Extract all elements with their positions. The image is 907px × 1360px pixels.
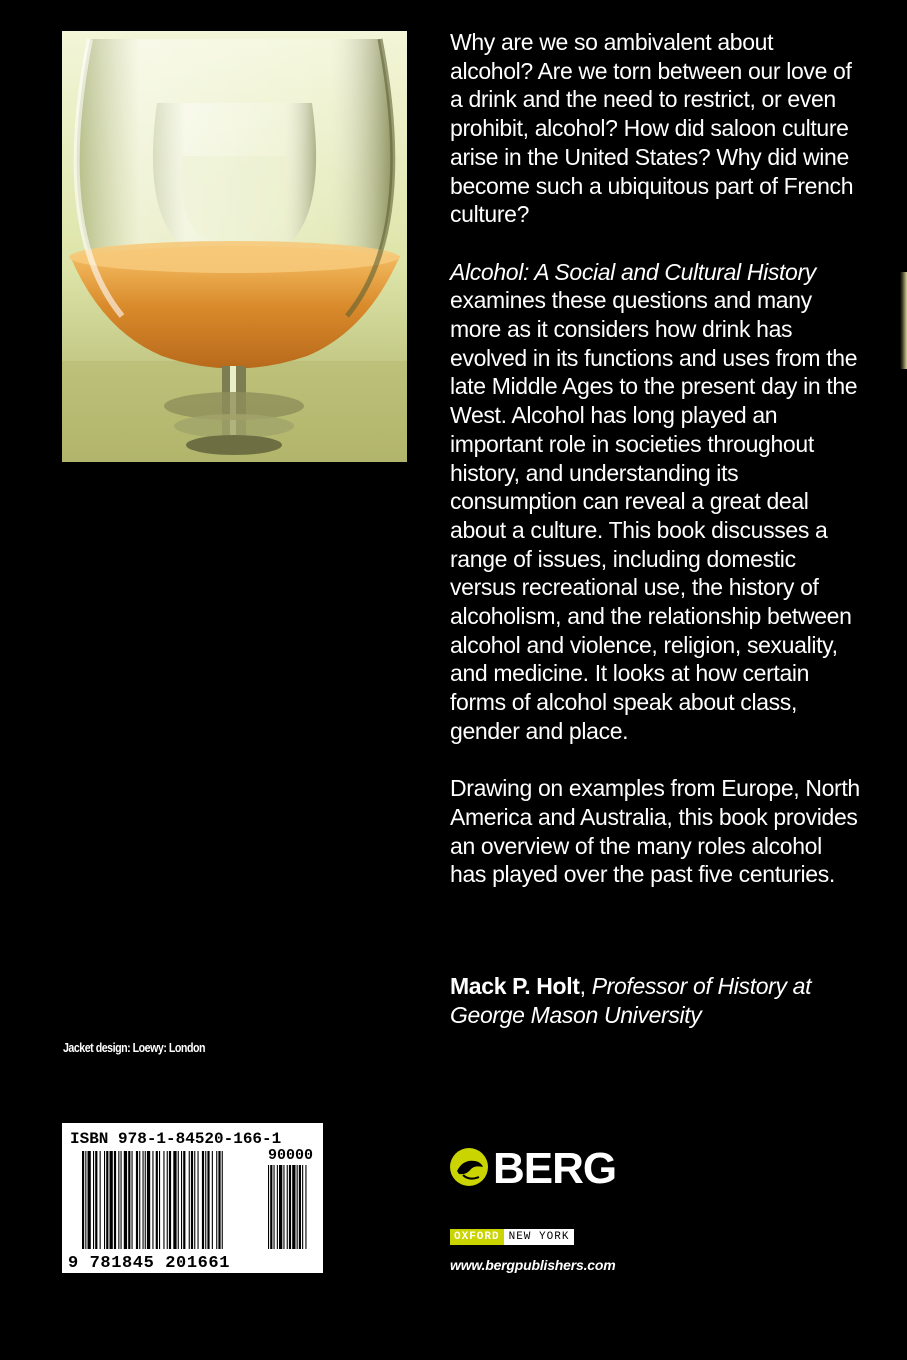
- blurb-paragraph-1: Why are we so ambivalent about alcohol? Are we torn between our love of a drink and the need to restrict, or even prohibit, alcohol? How did saloon culture arise in the United States? Why did wine become such a ubiquitous part of French culture?: [450, 29, 854, 228]
- barcode-addon-bar: [270, 1165, 272, 1249]
- barcode-addon-bar: [283, 1165, 284, 1249]
- blurb-paragraph-2: [450, 258, 860, 746]
- barcode-bar: [207, 1151, 209, 1249]
- barcode-bar: [181, 1151, 182, 1249]
- barcode-addon-bar: [287, 1165, 288, 1249]
- barcode-addon-bar: [299, 1165, 301, 1249]
- barcode-bar: [202, 1151, 204, 1249]
- barcode-bar: [156, 1151, 158, 1249]
- barcode-digits: 9 781845 201661: [68, 1254, 231, 1273]
- barcode-bar: [128, 1151, 130, 1249]
- book-title: Alcohol: A Social and Cultural History: [450, 258, 816, 285]
- barcode-addon-bar: [297, 1165, 298, 1249]
- barcode-bars: [82, 1151, 223, 1249]
- barcode-bar: [104, 1151, 105, 1249]
- jacket-credit: Jacket design: Loewy: London: [63, 1040, 206, 1055]
- barcode-bar: [218, 1151, 220, 1249]
- barcode-bar: [124, 1151, 127, 1249]
- barcode-bar: [178, 1151, 179, 1249]
- isbn-label: ISBN 978-1-84520-166-1: [70, 1130, 282, 1148]
- barcode-bar: [110, 1151, 113, 1249]
- barcode-addon-bar: [289, 1165, 291, 1249]
- edge-image-sliver: [900, 272, 907, 369]
- barcode-bar: [132, 1151, 133, 1249]
- barcode-bar: [159, 1151, 160, 1249]
- barcode-bar: [121, 1151, 122, 1249]
- barcode-bar: [100, 1151, 101, 1249]
- barcode-addon-bar: [268, 1165, 269, 1249]
- barcode-bar: [145, 1151, 146, 1249]
- barcode-bar: [88, 1151, 91, 1249]
- barcode-bar: [167, 1151, 168, 1249]
- blurb-paragraph-2-body: examines these questions and many more as it considers how drink has evolved in its functions and uses from the late Middle Ages to the present day in the West. Alcohol has long played an important role in societies throughout history, and understanding its consumption can reveal a great deal about a culture. This book discusses a range of issues, including domestic versus recreational use, the history of alcoholism, and the relationship between alcohol and violence, religion, sexuality, and medicine. It looks at how certain forms of alcohol speak about class, gender and place.: [450, 287, 858, 744]
- endorsement: Mack P. Holt, Professor of History at George Mason University: [450, 973, 812, 1028]
- barcode-bar: [106, 1151, 108, 1249]
- barcode-bar: [114, 1151, 116, 1249]
- isbn-barcode: [62, 1123, 323, 1273]
- barcode-addon-bar: [305, 1165, 306, 1249]
- barcode-addon-bar: [277, 1165, 278, 1249]
- imprint-locations: [450, 1229, 574, 1245]
- endorser-title: Professor of History at George Mason University: [450, 973, 812, 1028]
- barcode-bar: [169, 1151, 171, 1249]
- barcode-bar: [173, 1151, 176, 1249]
- barcode-addon-bar: [274, 1165, 275, 1249]
- barcode-bar: [189, 1151, 190, 1249]
- barcode-bar: [163, 1151, 164, 1249]
- endorser-name: Mack P. Holt: [450, 973, 580, 999]
- barcode-bar: [183, 1151, 185, 1249]
- barcode-bar: [143, 1151, 144, 1249]
- imprint-new-york: NEW YORK: [504, 1229, 575, 1245]
- barcode-bar: [205, 1151, 206, 1249]
- barcode-bar: [95, 1151, 97, 1249]
- blurb-paragraph-3: Drawing on examples from Europe, North America and Australia, this book provides an overview of the many roles alcohol has played over the past five centuries.: [450, 775, 860, 888]
- barcode-bar: [194, 1151, 195, 1249]
- barcode-bar: [147, 1151, 150, 1249]
- barcode-bar: [222, 1151, 223, 1249]
- berg-logo: [449, 1143, 629, 1191]
- barcode-bar: [212, 1151, 213, 1249]
- barcode-bar: [191, 1151, 193, 1249]
- berg-wordmark: BERG: [493, 1144, 617, 1191]
- wine-glass-photo: [62, 31, 407, 462]
- barcode-bar: [136, 1151, 138, 1249]
- barcode-addon-bar: [279, 1165, 282, 1249]
- barcode-bar: [139, 1151, 140, 1249]
- barcode-bar: [152, 1151, 153, 1249]
- barcode-bar: [198, 1151, 199, 1249]
- imprint-oxford: OXFORD: [450, 1229, 504, 1245]
- back-cover-blurb: [450, 28, 860, 918]
- barcode-bar: [85, 1151, 86, 1249]
- barcode-bar: [82, 1151, 84, 1249]
- publisher-website[interactable]: www.bergpublishers.com: [450, 1257, 616, 1273]
- barcode-addon-bar: [302, 1165, 303, 1249]
- barcode-addon-bars: [268, 1165, 307, 1249]
- barcode-bar: [118, 1151, 119, 1249]
- barcode-addon: 90000: [268, 1147, 314, 1164]
- barcode-bar: [93, 1151, 94, 1249]
- barcode-addon-bar: [292, 1165, 295, 1249]
- barcode-bar: [216, 1151, 217, 1249]
